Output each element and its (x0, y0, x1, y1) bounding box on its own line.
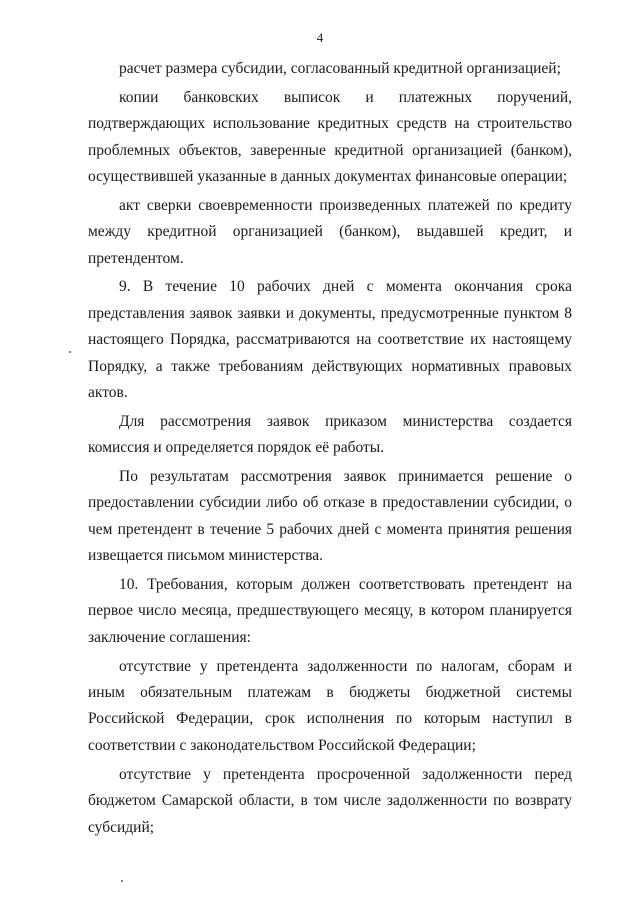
paragraph-tax-debt: отсутствие у претендента задолженности по налогам, сборам и иным обязательным платежам в бюджеты бюджетной системы Российской Федерации, срок исполнения по которым наступил в соответствии с законодательством Российской Федерации; (88, 657, 572, 754)
scan-speck (121, 880, 123, 882)
paragraph-clause-9: 9. В течение 10 рабочих дней с момента окончания срока представления заявок заявки и документы, предусмотренные пунктом 8 настоящего Порядка, рассматриваются на соответствие их настоящему Порядку, а также требованиям действующих нормативных правовых актов. (88, 278, 572, 402)
document-body (88, 56, 572, 843)
scan-speck (69, 351, 71, 353)
paragraph-budget-debt: отсутствие у претендента просроченной задолженности перед бюджетом Самарской области, в том числе задолженности по возврату субсидий; (88, 765, 572, 836)
paragraph-reconciliation-act: акт сверки своевременности произведенных платежей по кредиту между кредитной организацией (банком), выдавшей кредит, и претендентом. (88, 196, 572, 267)
paragraph-bank-statements: копии банковских выписок и платежных поручений, подтверждающих использование кредитных средств на строительство проблемных объектов, заверенные кредитной организацией (банком), осуществившей указанные в данных документах финансовые операции; (88, 88, 572, 186)
page-number: 4 (316, 30, 324, 45)
paragraph-decision: По результатам рассмотрения заявок принимается решение о предоставлении субсидии либо об отказе в предоставлении субсидии, о чем претендент в течение 5 рабочих дней с момента принятия решения извещается письмом министерства. (88, 468, 572, 565)
paragraph-calculation: расчет размера субсидии, согласованный кредитной организацией; (119, 60, 561, 77)
paragraph-commission: Для рассмотрения заявок приказом министерства создается комиссия и определяется порядок её работы. (88, 412, 572, 457)
paragraph-clause-10: 10. Требования, которым должен соответствовать претендент на первое число месяца, предшествующего месяцу, в котором планируется заключение соглашения: (88, 576, 572, 646)
